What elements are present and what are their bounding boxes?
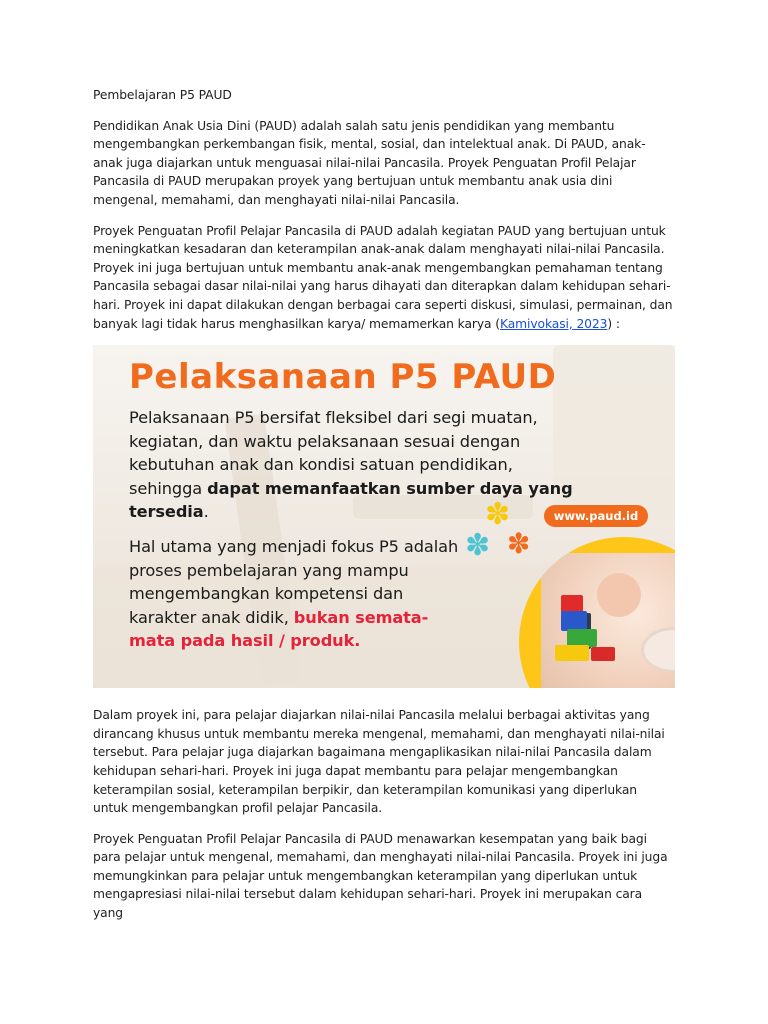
banner-text-1-bold: dapat memanfaatkan sumber daya yang tersedia	[129, 478, 573, 522]
child-hand	[597, 573, 641, 617]
banner-text-1-body: Pelaksanaan P5 bersifat fleksibel dari segi muatan, kegiatan, dan waktu pelaksanaan sesuai dengan kebutuhan anak dan kondisi satuan pendidikan, sehingga	[129, 408, 538, 498]
paragraph-2-text: Proyek Penguatan Profil Pelajar Pancasila di PAUD adalah kegiatan PAUD yang bertujuan untuk meningkatkan kesadaran dan keterampilan anak-anak dalam menghayati nilai-nilai Pancasila. Proyek ini juga bertujuan untuk membantu anak-anak mengembangkan pemahaman tentang Pancasila sebagai dasar nilai-nilai yang harus dihayati dan diterapkan dalam kehidupan sehari-hari. Proyek ini dapat dilakukan dengan berbagai cara seperti diskusi, simulasi, permainan, dan banyak lagi tidak harus menghasilkan karya/ memamerkan karya (	[93, 223, 673, 331]
photo-background	[541, 553, 675, 688]
toy-block-red-small	[591, 647, 615, 661]
banner-url-badge: www.paud.id	[544, 505, 648, 527]
flower-blue-icon: ✽	[465, 528, 491, 564]
flower-yellow-icon: ✽	[485, 497, 511, 533]
banner-text-2-red: bukan semata-mata pada hasil / produk.	[129, 607, 429, 651]
child-playing-blocks-photo	[519, 537, 675, 688]
paragraph-3: Dalam proyek ini, para pelajar diajarkan nilai-nilai Pancasila melalui berbagai aktivitas yang dirancang khusus untuk membantu mereka mengenal, memahami, dan menghayati nilai-nilai tersebut. Para pelajar juga diajarkan bagaimana mengaplikasikan nilai-nilai Pancasila dalam kehidupan sehari-hari. Proyek ini juga dapat membantu para pelajar mengembangkan keterampilan sosial, keterampilan berpikir, dan keterampilan komunikasi yang diperlukan untuk mengembangkan profil pelajar Pancasila.	[93, 708, 665, 816]
paragraph-2	[93, 222, 675, 334]
toy-block-yellow	[555, 645, 589, 661]
flower-orange-icon: ✽	[507, 527, 531, 561]
paragraph-1: Pendidikan Anak Usia Dini (PAUD) adalah salah satu jenis pendidikan yang membantu mengembangkan perkembangan fisik, mental, sosial, dan intelektual anak. Di PAUD, anak-anak juga diajarkan untuk menguasai nilai-nilai Pancasila. Proyek Penguatan Profil Pelajar Pancasila di PAUD merupakan proyek yang bertujuan untuk membantu anak usia dini mengenal, memahami, dan menghayati nilai-nilai Pancasila.	[93, 118, 646, 207]
banner-text-1-end: .	[203, 502, 209, 522]
citation-link[interactable]: Kamivokasi, 2023	[500, 316, 608, 331]
toy-block-blue	[561, 611, 587, 631]
toy-plate	[641, 627, 675, 673]
document-page	[93, 86, 675, 935]
banner-title: Pelaksanaan P5 PAUD	[129, 357, 557, 398]
banner-text-2-body: Hal utama yang menjadi fokus P5 adalah proses pembelajaran yang mampu mengembangkan kompetensi dan karakter anak didik,	[129, 537, 459, 627]
banner-text-1	[129, 406, 579, 524]
paragraph-4: Proyek Penguatan Profil Pelajar Pancasila di PAUD menawarkan kesempatan yang baik bagi para pelajar untuk mengenal, memahami, dan menghayati nilai-nilai Pancasila. Proyek ini juga memungkinkan para pelajar untuk mengembangkan keterampilan yang diperlukan untuk mengapresiasi nilai-nilai tersebut dalam kehidupan sehari-hari. Proyek ini merupakan cara yang	[93, 831, 668, 921]
p5-paud-banner-image	[93, 345, 675, 688]
banner-text-2	[129, 535, 469, 653]
paragraph-2-end: ) :	[607, 316, 620, 331]
document-title: Pembelajaran P5 PAUD	[93, 88, 232, 102]
